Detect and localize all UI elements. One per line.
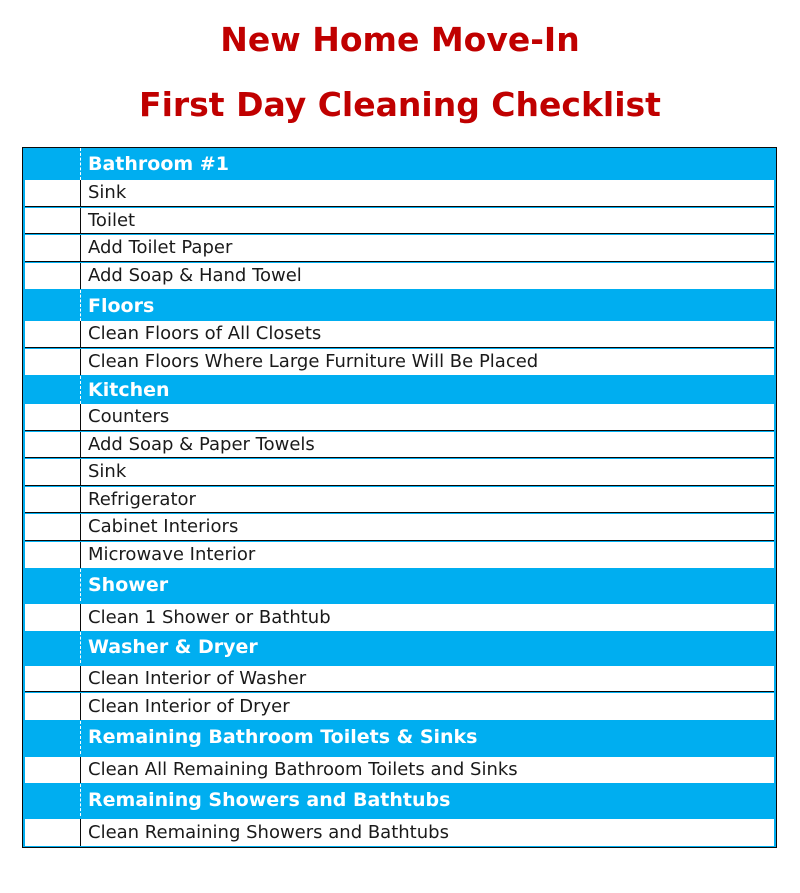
item-label: Refrigerator <box>81 487 774 513</box>
checklist-item <box>23 459 776 487</box>
item-label: Sink <box>81 180 774 206</box>
item-label: Add Soap & Hand Towel <box>81 263 774 290</box>
checklist-item <box>23 754 776 785</box>
checkbox[interactable] <box>25 349 81 376</box>
section-header <box>23 632 776 663</box>
section-header <box>23 721 776 754</box>
item-label: Clean Remaining Showers and Bathtubs <box>81 819 774 846</box>
page-title: New Home Move-In <box>220 20 580 59</box>
item-label: Clean Floors Where Large Furniture Will Be Placed <box>81 349 774 376</box>
section-title: Remaining Bathroom Toilets & Sinks <box>88 726 478 748</box>
checklist-table <box>22 147 777 848</box>
checkbox[interactable] <box>25 432 81 458</box>
section-title: Washer & Dryer <box>88 636 258 658</box>
item-label: Add Toilet Paper <box>81 235 774 261</box>
section-header <box>23 784 776 816</box>
checklist-item <box>23 487 776 515</box>
section-header-spacer <box>23 632 81 663</box>
checkbox[interactable] <box>25 666 81 692</box>
checklist-item <box>23 514 776 542</box>
checkbox[interactable] <box>25 459 81 485</box>
item-label: Clean 1 Shower or Bathtub <box>81 604 774 631</box>
checklist-item <box>23 542 776 570</box>
section-header <box>23 569 776 601</box>
checkbox[interactable] <box>25 819 81 846</box>
checklist-item <box>23 816 776 847</box>
section-title: Remaining Showers and Bathtubs <box>88 789 451 811</box>
section-title: Shower <box>88 574 169 596</box>
checkbox[interactable] <box>25 235 81 261</box>
checklist-item <box>23 208 776 236</box>
checkbox[interactable] <box>25 542 81 569</box>
section-header <box>23 376 776 404</box>
section-header <box>23 148 776 180</box>
section-title: Floors <box>88 294 155 317</box>
checkbox[interactable] <box>25 180 81 206</box>
item-label: Sink <box>81 459 774 485</box>
section-header-spacer <box>23 569 81 601</box>
checkbox[interactable] <box>25 208 81 234</box>
item-label: Clean Floors of All Closets <box>81 321 774 347</box>
checklist-item <box>23 235 776 263</box>
checklist-item <box>23 663 776 694</box>
checkbox[interactable] <box>25 514 81 540</box>
checkbox[interactable] <box>25 321 81 347</box>
checkbox[interactable] <box>25 757 81 784</box>
section-title: Kitchen <box>88 379 170 401</box>
section-header-spacer <box>23 721 81 754</box>
section-header-spacer <box>23 148 81 180</box>
item-label: Counters <box>81 404 774 430</box>
checkbox[interactable] <box>25 604 81 631</box>
checklist-item <box>23 601 776 632</box>
checklist-item <box>23 404 776 432</box>
checklist-item <box>23 349 776 377</box>
item-label: Add Soap & Paper Towels <box>81 432 774 458</box>
section-header-spacer <box>23 784 81 816</box>
page-subtitle: First Day Cleaning Checklist <box>139 85 661 124</box>
checkbox[interactable] <box>25 487 81 513</box>
section-title: Bathroom #1 <box>88 153 229 175</box>
item-label: Microwave Interior <box>81 542 774 569</box>
item-label: Clean Interior of Dryer <box>81 693 774 720</box>
checklist-item <box>23 693 776 721</box>
item-label: Toilet <box>81 208 774 234</box>
checkbox[interactable] <box>25 404 81 430</box>
item-label: Cabinet Interiors <box>81 514 774 540</box>
checkbox[interactable] <box>25 263 81 290</box>
section-header-spacer <box>23 376 81 404</box>
checklist-item <box>23 432 776 460</box>
checklist-item <box>23 321 776 349</box>
section-header-spacer <box>23 290 81 321</box>
checklist-item <box>23 263 776 291</box>
checklist-item <box>23 180 776 208</box>
item-label: Clean All Remaining Bathroom Toilets and Sinks <box>81 757 774 784</box>
section-header <box>23 290 776 321</box>
checkbox[interactable] <box>25 693 81 720</box>
item-label: Clean Interior of Washer <box>81 666 774 692</box>
